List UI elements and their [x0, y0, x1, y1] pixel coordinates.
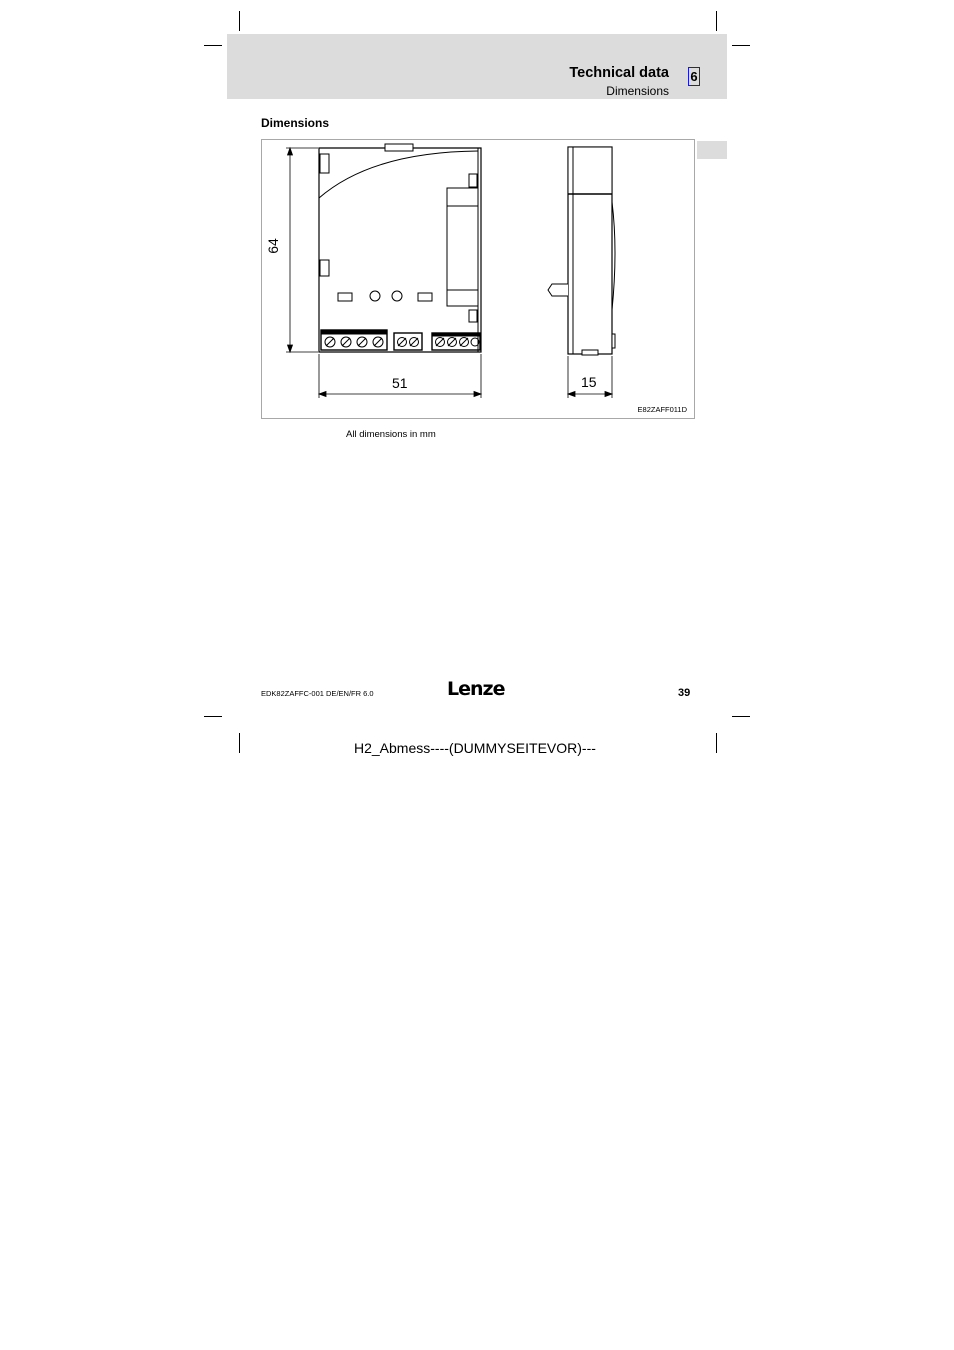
crop-mark: [239, 11, 240, 31]
crop-mark: [204, 45, 222, 46]
placeholder-text: H2_Abmess----(DUMMYSEITEVOR)---: [354, 740, 596, 756]
crop-mark: [732, 45, 750, 46]
front-view: [319, 144, 481, 352]
dimension-drawing: [262, 140, 694, 418]
dimension-label-depth: 15: [581, 374, 597, 390]
crop-mark: [716, 11, 717, 31]
crop-mark: [732, 716, 750, 717]
figure-caption: All dimensions in mm: [346, 429, 436, 440]
chapter-number: 6: [688, 67, 700, 86]
page-title: Technical data: [569, 65, 669, 81]
crop-mark: [716, 733, 717, 753]
crop-mark: [204, 716, 222, 717]
section-heading: Dimensions: [261, 116, 330, 130]
dimension-label-height: 64: [264, 238, 281, 254]
document-id: EDK82ZAFFC-001 DE/EN/FR 6.0: [261, 689, 374, 698]
page-subtitle: Dimensions: [606, 84, 669, 98]
crop-mark: [239, 733, 240, 753]
side-view: [548, 147, 615, 355]
figure-code: E82ZAFF011D: [637, 405, 687, 414]
dimension-figure: [261, 139, 695, 419]
brand-logo: Lenze: [447, 678, 505, 700]
page-number: 39: [678, 687, 691, 699]
side-tab-marker: [697, 141, 727, 159]
height-dimension-line: [286, 148, 318, 352]
dimension-label-width: 51: [392, 375, 408, 391]
